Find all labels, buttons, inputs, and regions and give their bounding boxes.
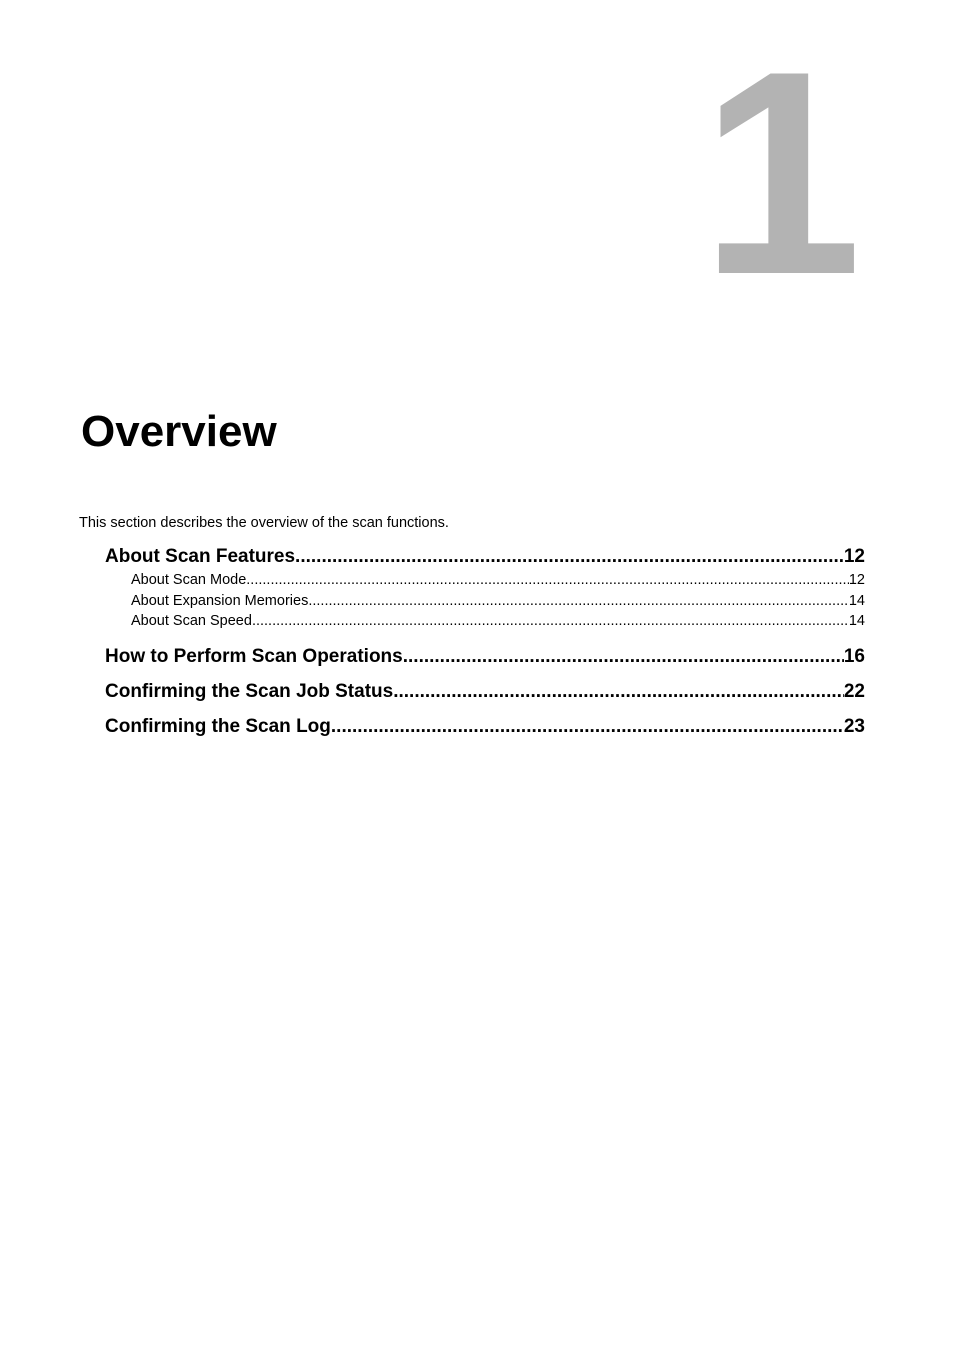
toc-leader <box>252 611 849 632</box>
chapter-title: Overview <box>81 407 277 456</box>
toc-entry-how-to-perform-scan-operations[interactable] <box>105 643 865 670</box>
toc-entry-page: 14 <box>848 592 865 609</box>
chapter-number: 1 <box>700 11 862 335</box>
toc-entry-about-scan-mode[interactable] <box>105 570 865 591</box>
toc-entry-page: 12 <box>843 546 865 567</box>
toc-entry-label: Confirming the Scan Log <box>105 715 331 737</box>
toc-entry-label: About Expansion Memories <box>131 592 309 609</box>
toc-leader <box>331 713 844 740</box>
toc-entry-label: How to Perform Scan Operations <box>105 645 403 667</box>
toc-entry-about-scan-speed[interactable] <box>105 611 865 632</box>
toc-entry-label: About Scan Features <box>105 546 296 567</box>
toc-entry-page: 14 <box>848 613 865 629</box>
toc-entry-confirming-scan-job-status[interactable] <box>105 678 865 705</box>
toc-entry-label: About Scan Mode <box>131 572 247 588</box>
toc-entry-page: 22 <box>843 680 865 702</box>
toc-entry-confirming-scan-log[interactable] <box>105 713 865 740</box>
toc-entry-about-scan-features[interactable] <box>105 543 865 570</box>
toc-leader <box>246 570 849 591</box>
chapter-intro: This section describes the overview of the scan functions. <box>79 515 449 531</box>
toc-entry-page: 23 <box>843 715 865 737</box>
table-of-contents <box>105 543 865 740</box>
toc-entry-page: 12 <box>848 572 865 588</box>
toc-leader <box>295 543 844 570</box>
toc-entry-label: About Scan Speed <box>131 613 252 629</box>
toc-leader <box>308 591 849 612</box>
toc-entry-about-expansion-memories[interactable] <box>105 591 865 612</box>
toc-entry-page: 16 <box>843 645 865 667</box>
toc-entry-label: Confirming the Scan Job Status <box>105 680 394 702</box>
toc-leader <box>393 678 844 705</box>
toc-leader <box>403 643 844 670</box>
